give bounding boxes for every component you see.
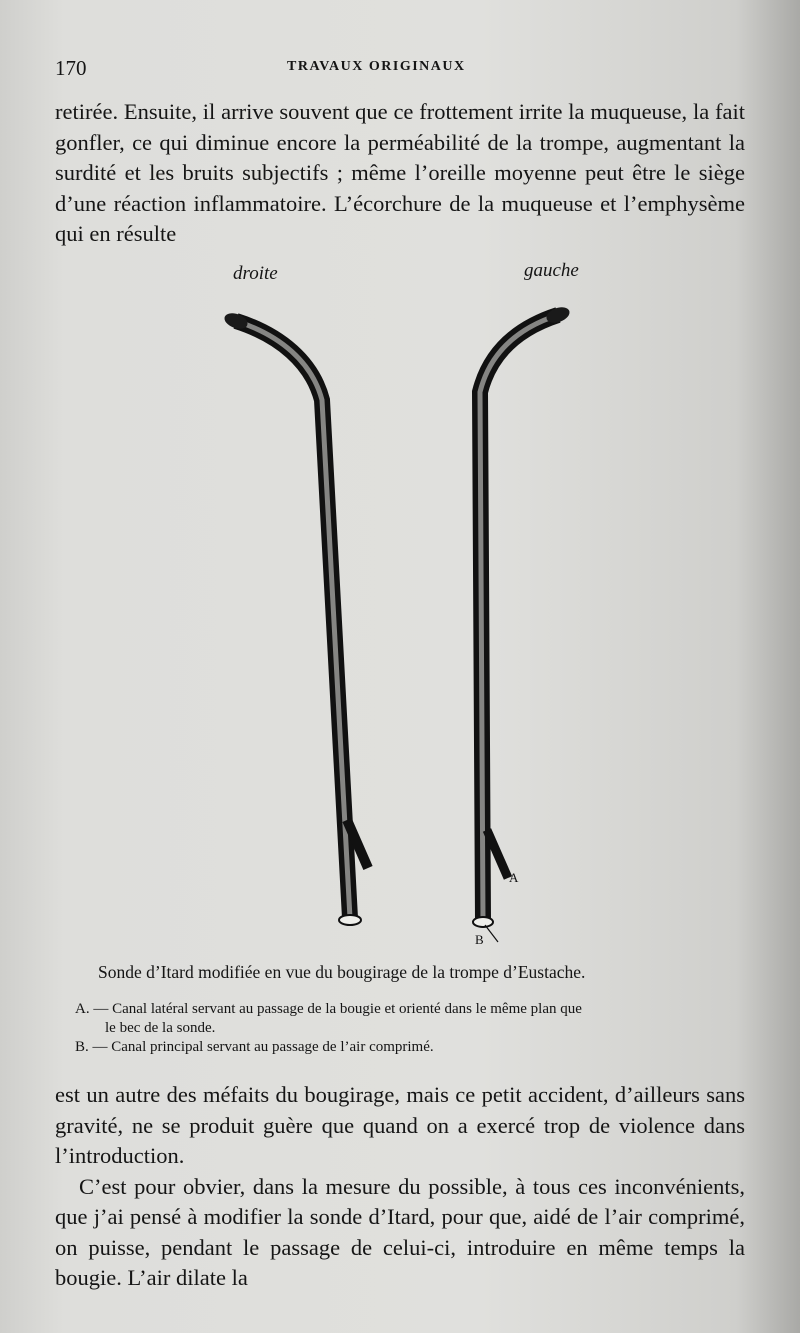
figure-label-droite: droite xyxy=(233,263,278,284)
figure-notes xyxy=(75,1000,755,1057)
catheter-drawing xyxy=(200,300,620,950)
marker-a: A xyxy=(509,870,519,885)
note-b: B. — Canal principal servant au passage de l’air comprimé. xyxy=(75,1039,434,1055)
page-header xyxy=(55,56,745,86)
catheter-illustration xyxy=(200,300,620,950)
running-title: TRAVAUX ORIGINAUX xyxy=(287,59,466,74)
top-paragraph: retirée. Ensuite, il arrive souvent que ce frottement irrite la muqueuse, la fait gonfler, ce qui diminue encore la perméabilité de la trompe, augmentant la surdité et les bruits subjectifs ; même l’oreille moyenne peut être le siège d’une réaction inflammatoire. L’écorchure de la muqueuse et l’emphysème qui en résulte xyxy=(55,99,745,246)
catheter-gauche xyxy=(473,304,572,942)
top-text xyxy=(55,97,745,250)
bottom-text xyxy=(55,1080,745,1294)
bottom-paragraph-2: C’est pour obvier, dans la mesure du possible, à tous ces inconvénients, que j’ai pensé à modifier la sonde d’Itard, pour que, aidé de l’air comprimé, on puisse, pendant le passage de celui-ci, introduire en même temps la bougie. L’air dilate la xyxy=(55,1173,745,1290)
page-number: 170 xyxy=(55,56,87,80)
note-a-continuation: le bec de la sonde. xyxy=(105,1020,216,1036)
catheter-droite xyxy=(222,310,368,925)
bottom-paragraph-1: est un autre des méfaits du bougirage, mais ce petit accident, d’ailleurs sans gravité, ne se produit guère que quand on a exercé trop de violence dans l’introduction. xyxy=(55,1082,745,1168)
marker-b: B xyxy=(475,932,484,947)
figure-label-gauche: gauche xyxy=(524,260,579,281)
figure-caption: Sonde d’Itard modifiée en vue du bougirage de la trompe d’Eustache. xyxy=(98,962,586,982)
note-a: A. — Canal latéral servant au passage de la bougie et orienté dans le même plan que xyxy=(75,1001,582,1017)
